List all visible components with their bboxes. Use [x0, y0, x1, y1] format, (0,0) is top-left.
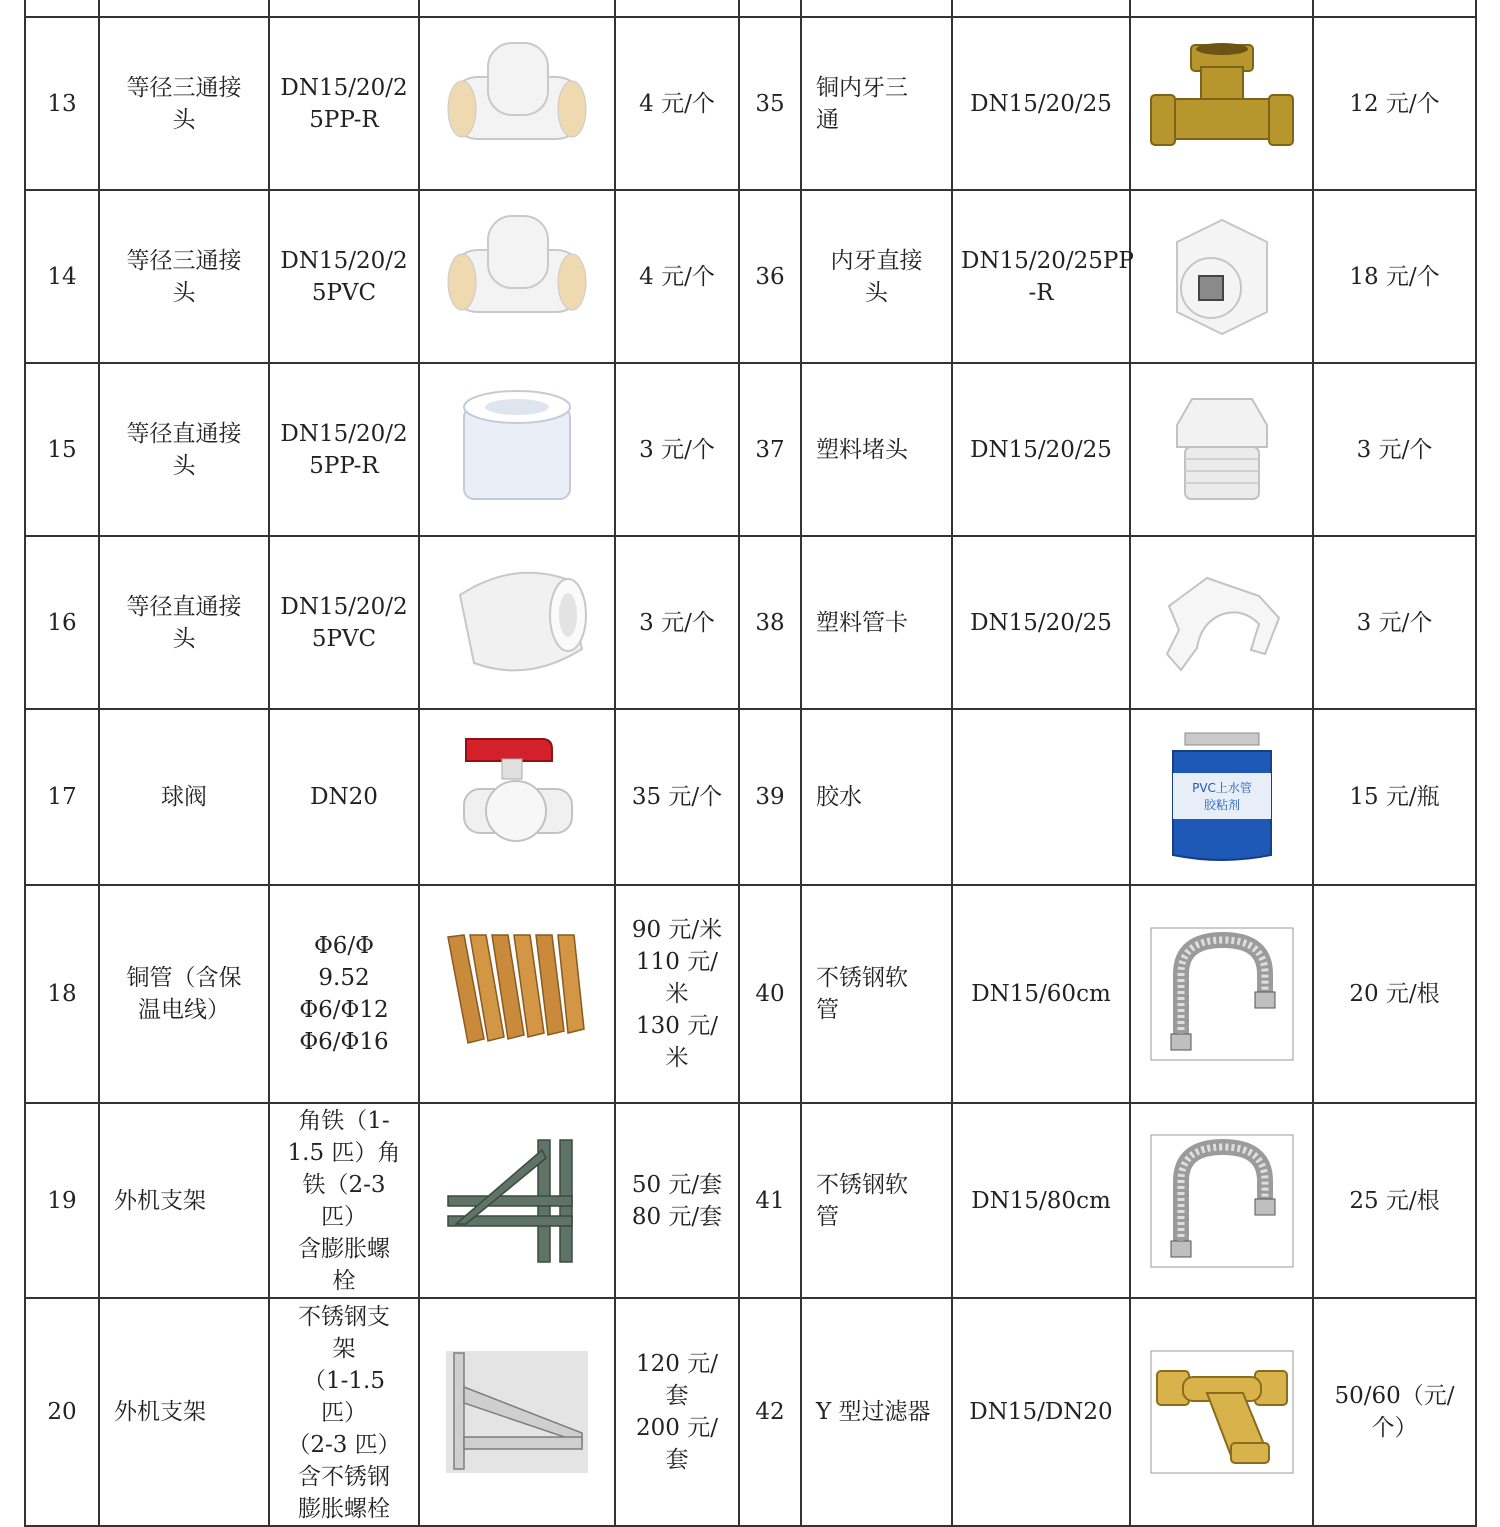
- item-name: 不锈钢软 管: [801, 1103, 952, 1298]
- item-name: 不锈钢软 管: [801, 885, 952, 1103]
- item-price: 3 元/个: [615, 536, 739, 709]
- item-spec: DN15/20/2 5PVC: [269, 536, 419, 709]
- plastic-plug-icon: [1147, 385, 1297, 515]
- item-number: 16: [25, 536, 99, 709]
- item-price: 18 元/个: [1313, 190, 1476, 363]
- item-number: 42: [739, 1298, 801, 1526]
- item-spec: DN15/20/25: [952, 17, 1130, 190]
- glue-can-icon: [1157, 729, 1287, 865]
- item-number: 13: [25, 17, 99, 190]
- item-price: 20 元/根: [1313, 885, 1476, 1103]
- angle-iron-bracket-icon: [442, 1136, 592, 1266]
- item-spec: 不锈钢支 架 （1-1.5 匹） （2-3 匹） 含不锈钢 膨胀螺栓: [269, 1298, 419, 1526]
- item-name: 铜管（含保 温电线）: [99, 885, 269, 1103]
- table-row: [25, 709, 1476, 885]
- item-image: [1130, 17, 1313, 190]
- item-image: [1130, 1298, 1313, 1526]
- item-spec: DN15/80cm: [952, 1103, 1130, 1298]
- item-image: [1130, 536, 1313, 709]
- item-spec: DN15/20/2 5PP-R: [269, 363, 419, 536]
- table-row: [25, 1103, 1476, 1298]
- item-spec: DN15/20/25PP -R: [952, 190, 1130, 363]
- item-name: 塑料堵头: [801, 363, 952, 536]
- item-name: 等径三通接 头: [99, 17, 269, 190]
- item-image: [1130, 363, 1313, 536]
- item-spec: DN20: [269, 709, 419, 885]
- item-name: 塑料管卡: [801, 536, 952, 709]
- item-name: 外机支架: [99, 1103, 269, 1298]
- item-number: 37: [739, 363, 801, 536]
- item-name: 球阀: [99, 709, 269, 885]
- item-number: 41: [739, 1103, 801, 1298]
- white-tee-fitting-icon: [442, 39, 592, 169]
- item-number: 18: [25, 885, 99, 1103]
- item-image: [419, 709, 615, 885]
- white-tee-fitting-icon: [442, 212, 592, 342]
- item-number: 17: [25, 709, 99, 885]
- item-price: 4 元/个: [615, 190, 739, 363]
- item-number: 15: [25, 363, 99, 536]
- copper-pipes-icon: [442, 929, 592, 1059]
- item-number: 40: [739, 885, 801, 1103]
- table-row: [25, 190, 1476, 363]
- item-name: 外机支架: [99, 1298, 269, 1526]
- table-row: [25, 1298, 1476, 1526]
- parts-price-table: [24, 0, 1477, 1527]
- item-number: 19: [25, 1103, 99, 1298]
- straight-coupling-icon: [442, 555, 592, 691]
- item-name: Y 型过滤器: [801, 1298, 952, 1526]
- item-name: 胶水: [801, 709, 952, 885]
- item-image: [419, 190, 615, 363]
- item-image: [419, 363, 615, 536]
- table-row: [25, 363, 1476, 536]
- item-number: 20: [25, 1298, 99, 1526]
- flex-hose-icon: [1147, 1131, 1297, 1271]
- item-spec: DN15/60cm: [952, 885, 1130, 1103]
- threaded-coupling-icon: [1147, 212, 1297, 342]
- item-price: 3 元/个: [1313, 536, 1476, 709]
- item-price: 12 元/个: [1313, 17, 1476, 190]
- glue-label-line-2: 胶粘剂: [1203, 798, 1240, 812]
- item-spec: DN15/20/25: [952, 363, 1130, 536]
- flex-hose-icon: [1147, 924, 1297, 1064]
- item-price: 3 元/个: [1313, 363, 1476, 536]
- item-number: 36: [739, 190, 801, 363]
- item-spec: DN15/20/25: [952, 536, 1130, 709]
- ball-valve-icon: [442, 729, 592, 865]
- item-image: [1130, 885, 1313, 1103]
- item-spec: DN15/DN20: [952, 1298, 1130, 1526]
- item-number: 14: [25, 190, 99, 363]
- item-image: [419, 885, 615, 1103]
- item-price: 120 元/ 套 200 元/ 套: [615, 1298, 739, 1526]
- item-image: [419, 1103, 615, 1298]
- item-spec: 角铁（1- 1.5 匹）角 铁（2-3 匹） 含膨胀螺 栓: [269, 1103, 419, 1298]
- item-name: 等径直通接 头: [99, 536, 269, 709]
- item-name: 等径直通接 头: [99, 363, 269, 536]
- pipe-clip-icon: [1147, 558, 1297, 688]
- y-strainer-icon: [1147, 1347, 1297, 1477]
- glue-label-line-1: PVC上水管: [1191, 781, 1252, 795]
- brass-tee-fitting-icon: [1147, 39, 1297, 169]
- item-price: 50 元/套 80 元/套: [615, 1103, 739, 1298]
- item-image: [1130, 1103, 1313, 1298]
- item-image: [419, 17, 615, 190]
- item-number: 35: [739, 17, 801, 190]
- item-price: 35 元/个: [615, 709, 739, 885]
- table-row: [25, 536, 1476, 709]
- stainless-bracket-icon: [442, 1347, 592, 1477]
- item-name: 铜内牙三 通: [801, 17, 952, 190]
- item-name: 内牙直接 头: [801, 190, 952, 363]
- item-spec: DN15/20/2 5PVC: [269, 190, 419, 363]
- table-row: [25, 885, 1476, 1103]
- item-price: 90 元/米 110 元/ 米 130 元/ 米: [615, 885, 739, 1103]
- item-price: 4 元/个: [615, 17, 739, 190]
- item-number: 38: [739, 536, 801, 709]
- table-row: [25, 17, 1476, 190]
- straight-coupling-icon: [442, 385, 592, 515]
- item-price: 3 元/个: [615, 363, 739, 536]
- item-image: [419, 1298, 615, 1526]
- item-spec: DN15/20/2 5PP-R: [269, 17, 419, 190]
- item-price: 50/60（元/ 个）: [1313, 1298, 1476, 1526]
- item-image: [419, 536, 615, 709]
- table-row-partial: [25, 0, 1476, 17]
- item-price: 25 元/根: [1313, 1103, 1476, 1298]
- item-spec: Φ6/Φ 9.52 Φ6/Φ12 Φ6/Φ16: [269, 885, 419, 1103]
- item-number: 39: [739, 709, 801, 885]
- item-image: [1130, 709, 1313, 885]
- item-spec: [952, 709, 1130, 885]
- item-price: 15 元/瓶: [1313, 709, 1476, 885]
- item-name: 等径三通接 头: [99, 190, 269, 363]
- item-image: [1130, 190, 1313, 363]
